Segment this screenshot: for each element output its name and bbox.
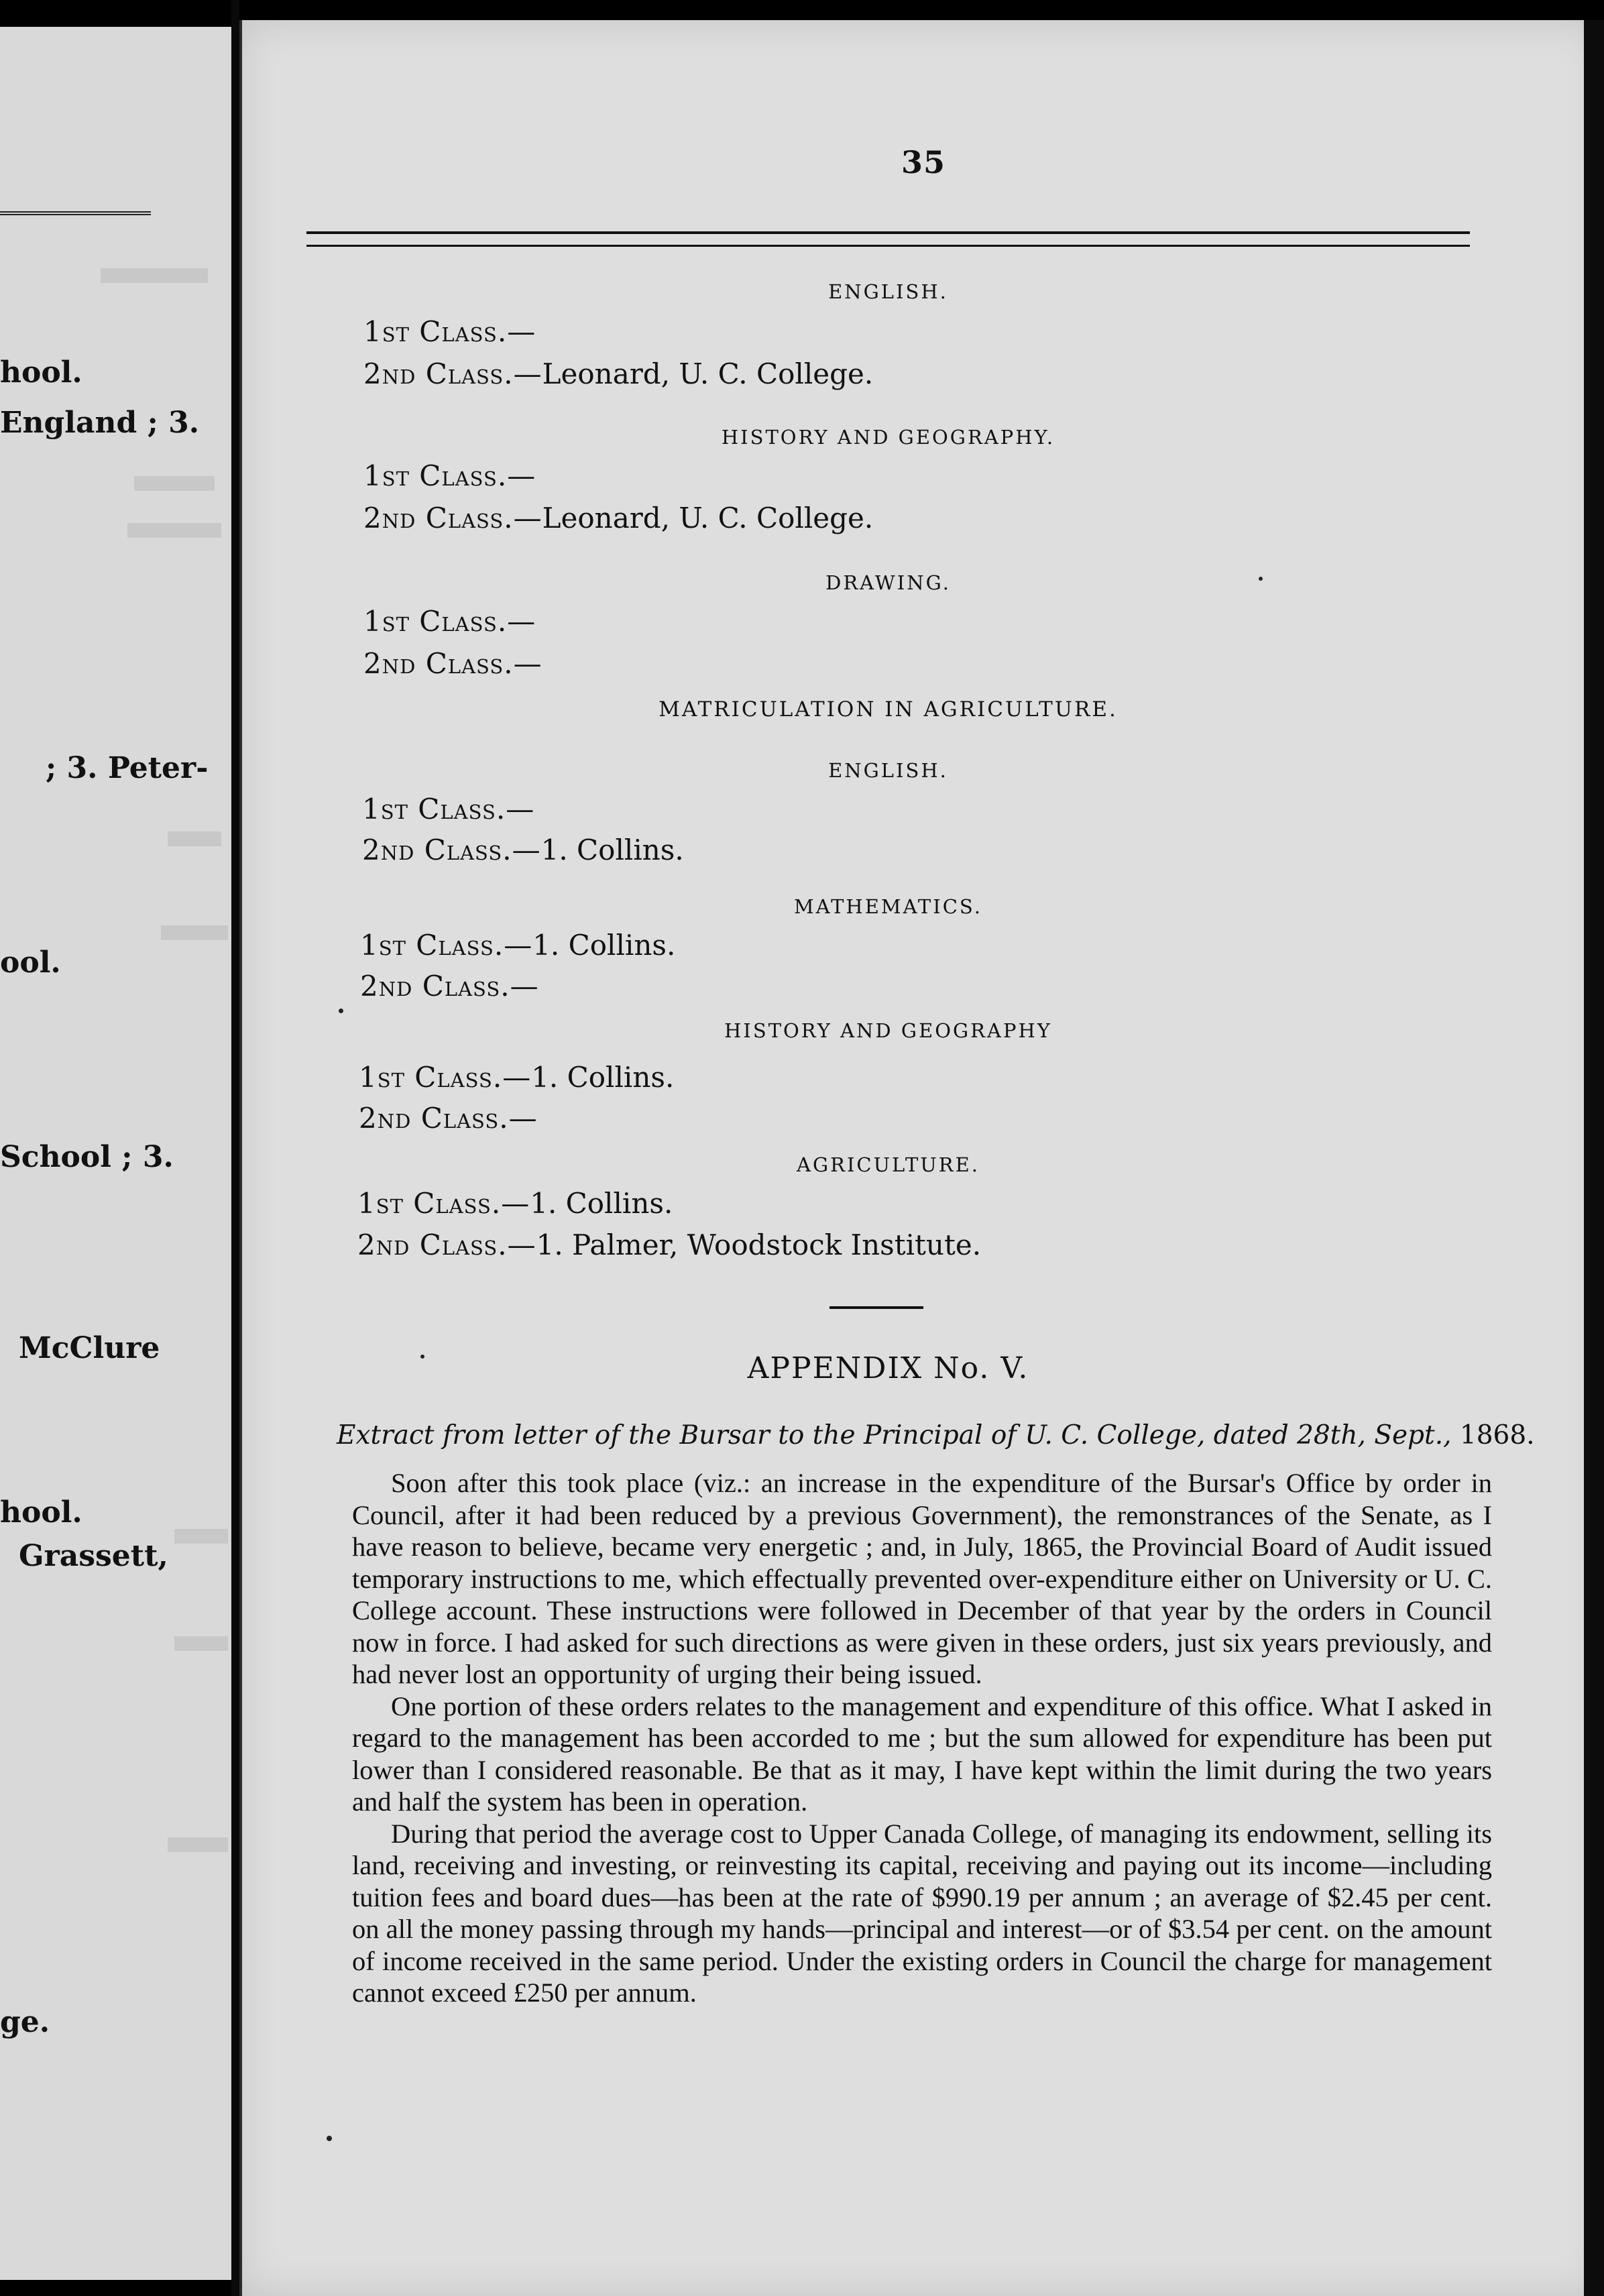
class-label: 1st Class.—	[362, 793, 535, 825]
class-entry	[363, 605, 536, 638]
class-label: 2nd Class.—	[363, 502, 542, 534]
class-label: 2nd Class.—	[359, 1102, 538, 1135]
class-entry	[359, 1102, 538, 1135]
left-fragment: ool.	[0, 945, 61, 980]
class-label: 1st Class.—	[363, 605, 536, 638]
class-entry	[363, 315, 536, 348]
body-paragraph: Soon after this took place (viz.: an increase in the expenditure of the Bursar's Office by order in Council, after it had been reduced by a previous Government), the remonstrances of the Senate, as I have reason to believe, became very energetic ; and, in July, 1865, the Provincial Board of Audit issued temporary instructions to me, which effectually prevented over-expenditure either on University or U. C. College account. These instructions were followed in December of that year by the orders in Council now in force. I had asked for such directions as were given in these orders, just six years previously, and had never lost an opportunity of urging their being issued.	[352, 1468, 1492, 1689]
class-label: 1st Class.—	[357, 1187, 530, 1220]
class-entry	[357, 1187, 673, 1220]
class-entry	[360, 970, 539, 1002]
class-label: 1st Class.—	[359, 1061, 532, 1094]
class-value: 1. Collins.	[532, 929, 676, 962]
left-fragment: ; 3. Peter-	[46, 751, 209, 785]
class-label: 1st Class.—	[360, 929, 533, 962]
class-entry	[363, 502, 873, 534]
main-page	[239, 20, 1604, 2296]
class-value: 1. Collins.	[531, 1061, 675, 1094]
class-entry	[357, 1228, 981, 1261]
class-value: 1. Collins.	[530, 1187, 673, 1220]
class-label: 1st Class.—	[363, 459, 536, 492]
left-fragment: England ; 3.	[0, 406, 200, 440]
letter-extract	[352, 1467, 1492, 2009]
class-label: 1st Class.—	[363, 315, 536, 348]
extract-caption-year: 1868.	[1459, 1420, 1535, 1450]
class-entry	[363, 459, 536, 492]
section-heading: HISTORY AND GEOGRAPHY	[724, 1019, 1052, 1042]
class-entry	[362, 834, 684, 866]
class-entry	[363, 647, 542, 680]
left-fragment: hool.	[0, 1495, 82, 1530]
extract-caption	[337, 1420, 1535, 1450]
left-fragment: School ; 3.	[0, 1140, 174, 1174]
matriculation-heading: MATRICULATION IN AGRICULTURE.	[658, 697, 1118, 722]
left-fragment: McClure	[19, 1331, 160, 1365]
class-label: 2nd Class.—	[357, 1228, 536, 1261]
header-rule	[306, 231, 1470, 247]
class-label: 2nd Class.—	[363, 357, 542, 390]
left-page-rule	[0, 211, 151, 215]
section-heading: HISTORY AND GEOGRAPHY.	[721, 426, 1055, 449]
class-label: 2nd Class.—	[363, 647, 542, 680]
class-entry	[363, 357, 873, 390]
page-number: 35	[901, 144, 946, 180]
extract-caption-text: Extract from letter of the Bursar to the Principal of U. C. College, dated 28th, Sept.,	[337, 1420, 1452, 1450]
section-heading: MATHEMATICS.	[794, 895, 982, 918]
class-value: Leonard, U. C. College.	[542, 502, 874, 534]
page-edge	[1584, 20, 1604, 2296]
left-fragment: Grassett,	[19, 1539, 168, 1573]
class-entry	[362, 793, 534, 825]
section-heading: DRAWING.	[825, 571, 951, 594]
appendix-title: APPENDIX No. V.	[747, 1351, 1029, 1385]
body-paragraph: One portion of these orders relates to the management and expenditure of this office. What I asked in regard to the management has been accorded to me ; but the sum allowed for expenditure has been put lower than I considered reasonable. Be that as it may, I have kept within the limit during the two years and half the system has been in operation.	[352, 1690, 1492, 1817]
class-label: 2nd Class.—	[362, 834, 541, 866]
left-fragment: ge.	[0, 2005, 50, 2039]
body-paragraph: During that period the average cost to Upper Canada College, of managing its endowment, selling its land, receiving and investing, or reinvesting its capital, receiving and paying out its income—including tuition fees and board dues—has been at the rate of $990.19 per annum ; an average of $2.45 per cent. on all the money passing through my hands—principal and interest—or of $3.54 per cent. on the amount of income received in the same period. Under the existing orders in Council the charge for management cannot exceed £250 per annum.	[352, 1818, 1492, 2008]
left-facing-page	[0, 27, 231, 2280]
class-value: Leonard, U. C. College.	[542, 357, 874, 390]
left-fragment: hool.	[0, 355, 82, 390]
page-edge	[239, 20, 242, 2296]
section-heading: AGRICULTURE.	[797, 1153, 980, 1176]
section-heading: ENGLISH.	[828, 759, 948, 782]
section-heading: ENGLISH.	[828, 280, 948, 303]
class-value: 1. Palmer, Woodstock Institute.	[536, 1228, 982, 1261]
book-gutter	[231, 0, 239, 2296]
class-label: 2nd Class.—	[360, 970, 539, 1002]
class-entry	[359, 1061, 674, 1094]
class-value: 1. Collins.	[540, 834, 684, 866]
class-entry	[360, 929, 675, 962]
section-divider	[829, 1306, 923, 1309]
